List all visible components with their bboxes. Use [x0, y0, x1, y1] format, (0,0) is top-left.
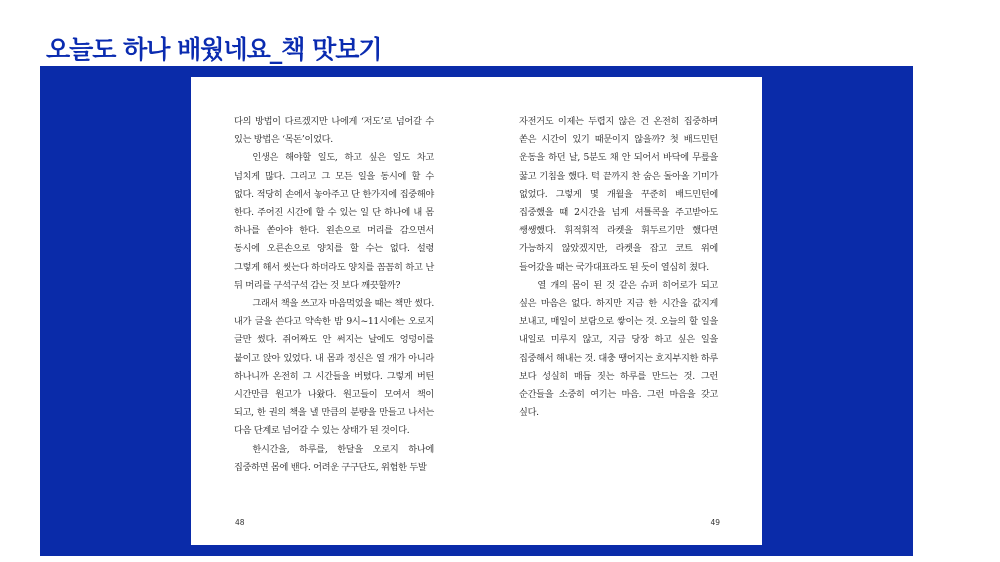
book-spread-panel — [40, 66, 913, 556]
paragraph: 그래서 책을 쓰고자 마음먹었을 때는 책만 썼다. 내가 글을 쓴다고 약속한 밤 9시~11시에는 오로지 글만 썼다. 쥐어짜도 안 써지는 날에도 엉덩이를 붙이고 앉아 있었다. 내 몸과 정신은 열 개가 아니라 하나니까 온전히 그 시간들을 버텼다. 그렇게 버틴 시간만큼 원고가 나왔다. 원고들이 모여서 책이 되고, 한 권의 책을 낼 만큼의 분량을 만들고 나서는 다음 단계로 넘어갈 수 있는 상태가 된 것이다. — [234, 298, 434, 437]
paragraph: 한시간을, 하루를, 한달을 오로지 하나에 집중하면 몸에 밴다. 어려운 구구단도, 위험한 두발 — [234, 443, 434, 473]
paragraph: 인생은 해야할 일도, 하고 싶은 일도 차고 넘치게 많다. 그리고 그 모든 일을 동시에 할 수 없다. 적당히 손에서 놓아주고 단 한가지에 집중해야 한다. 주어진 시간에 할 수 있는 일 단 하나에 내 몸 하나를 쏟아야 한다. 왼손으로 머리를 감으면서 동시에 오른손으로 양치를 할 수는 없다. 설령 그렇게 해서 씻는다 하더라도 양치를 꼼꼼히 하고 난 뒤 머리를 구석구석 감는 것 보다 깨끗할까? — [234, 152, 434, 291]
left-page — [191, 77, 477, 545]
left-page-text — [234, 113, 434, 477]
paragraph: 열 개의 몸이 된 것 같은 슈퍼 히어로가 되고 싶은 마음은 없다. 하지만 지금 한 시간을 값지게 보내고, 매일이 보람으로 쌓이는 것. 오늘의 할 일을 내일로 미루지 않고, 지금 당장 하고 싶은 일을 집중해서 해내는 것. 대충 땡어지는 흐지부지한 하루 보다 성실히 매듭 짓는 하루를 만드는 것. 그런 순간들을 소중히 여기는 마음. 그런 마음을 갖고 싶다. — [519, 279, 718, 419]
paragraph: 자전거도 이제는 두렵지 않은 건 온전히 집중하며 쏟은 시간이 있기 때문이지 않을까? 첫 배드민턴 운동을 하던 날, 5분도 채 안 되어서 바닥에 무릎을 꿇고 기침을 했다. 턱 끝까지 찬 숨은 돌아올 기미가 없었다. 그렇게 몇 개월을 꾸준히 배드민턴에 집중했을 때 2시간을 넘게 셔틀콕을 주고받아도 쌩쌩했다. 휘적휘적 라켓을 휘두르기만 했다면 가능하지 않았겠지만, 라켓을 잡고 코트 위에 들어갔을 때는 국가대표라도 된 듯이 열심히 쳤다. — [519, 116, 718, 273]
page-number-right: 49 — [710, 518, 720, 527]
paragraph: 다의 방법이 다르겠지만 나에게 ‘저도’로 넘어갈 수 있는 방법은 ‘목돈’이었다. — [234, 116, 434, 146]
right-page — [477, 77, 762, 545]
right-page-text — [519, 113, 718, 422]
page-number-left: 48 — [235, 518, 245, 527]
slide-title: 오늘도 하나 배웠네요_책 맛보기 — [46, 35, 382, 64]
